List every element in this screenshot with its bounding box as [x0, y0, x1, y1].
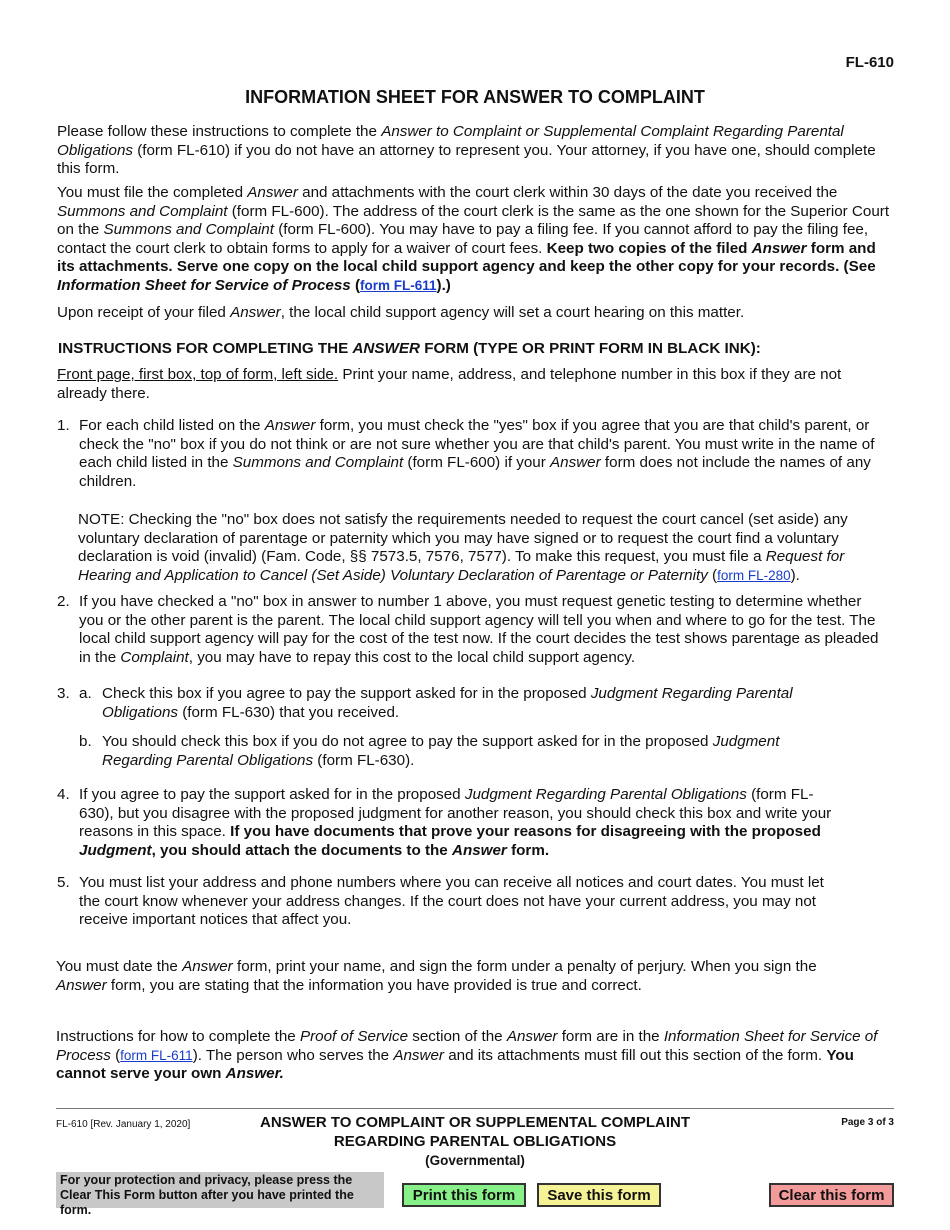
footer-title: ANSWER TO COMPLAINT OR SUPPLEMENTAL COMPLAINT REGARDING PARENTAL OBLIGATIONS: [260, 1114, 690, 1150]
form-fl-611-link[interactable]: form FL-611: [360, 277, 437, 293]
item-3a: a. Check this box if you agree to pay the support asked for in the proposed Judgment Regarding Parental Obligations (form FL-630) that you received.: [79, 685, 793, 721]
instruction-item-1: 1. For each child listed on the Answer form, you must check the "yes" box if you agree that you are that child's parent, or check the "no" box if you do not think or are not sure whether you are that child's parent. You must write in the name of each child listed in the Summons and Complaint (form FL-600) if your Answer form does not include the names of any children.: [79, 417, 891, 491]
form-number: FL-610: [845, 54, 894, 71]
page-title: INFORMATION SHEET FOR ANSWER TO COMPLAINT: [245, 87, 705, 107]
instructions-heading: INSTRUCTIONS FOR COMPLETING THE ANSWER FORM (TYPE OR PRINT FORM IN BLACK INK):: [58, 340, 761, 357]
footer-divider: [56, 1108, 894, 1109]
print-form-button[interactable]: Print this form: [402, 1183, 526, 1207]
page-number: Page 3 of 3: [841, 1117, 894, 1128]
item-3b: b. You should check this box if you do not agree to pay the support asked for in the proposed Judgment Regarding Parental Obligations (form FL-630).: [79, 733, 780, 769]
front-page-instruction: Front page, first box, top of form, left side. Print your name, address, and telephone number in this box if they are not already there.: [57, 366, 842, 402]
item-1-text: For each child listed on the Answer form, you must check the "yes" box if you agree that you are that child's parent, or check the "no" box if you do not think or are not sure whether you are that child's parent. You must write in the name of each child listed in the Summons and Complaint (form FL-600) if your Answer form does not include the names of any children.: [79, 417, 875, 490]
intro-paragraph-3: Upon receipt of your filed Answer, the local child support agency will set a court hearing on this matter.: [57, 304, 745, 321]
instruction-item-3: 3. a. Check this box if you agree to pay the support asked for in the proposed Judgment Regarding Parental Obligations (form FL-630) that you received. b. You should check this box if you do not agree to pay the support asked for in the proposed Judgment Regarding Parental Obligations (form FL-630).: [79, 685, 809, 770]
clear-form-button[interactable]: Clear this form: [769, 1183, 894, 1207]
form-fl-611-link-2[interactable]: form FL-611: [120, 1047, 193, 1063]
form-revision: FL-610 [Rev. January 1, 2020]: [56, 1119, 191, 1130]
footer-subtitle: (Governmental): [425, 1153, 525, 1168]
item-5-text: You must list your address and phone numbers where you can receive all notices and court dates. You must let the court know whenever your address changes. If the court does not have your current address, you may not receive important notices that affect you.: [79, 874, 824, 929]
privacy-notice: For your protection and privacy, please press the Clear This Form button after you have printed the form.: [56, 1172, 384, 1208]
intro-paragraph-2: You must file the completed Answer and attachments with the court clerk within 30 days of the date you received the Summons and Complaint (form FL-600). The address of the court clerk is the same as the one shown for the Superior Court on the Summons and Complaint (form FL-600). You may have to pay a filing fee. If you cannot afford to pay the filing fee, contact the court clerk to obtain forms to apply for a waiver of court fees. Keep two copies of the filed Answer form and its attachments. Serve one copy on the local child support agency and keep the other copy for your records. (See Information Sheet for Service of Process (form FL-611).): [57, 184, 890, 294]
form-fl-280-link[interactable]: form FL-280: [717, 567, 791, 583]
item-2-text: If you have checked a "no" box in answer to number 1 above, you must request genetic testing to determine whether you or the other parent is the parent. The local child support agency will tell you when and where to go for the test. The local child support agency will pay for the cost of the test now. If the court decides the test shows parentage as pleaded in the Complaint, you may have to repay this cost to the local child support agency.: [79, 593, 879, 666]
closing-paragraph-1: You must date the Answer form, print your name, and sign the form under a penalty of perjury. When you sign the Answer form, you are stating that the information you have provided is true and correct.: [56, 958, 817, 994]
intro-paragraph-1: Please follow these instructions to complete the Answer to Complaint or Supplemental Complaint Regarding Parental Obligations (form FL-610) if you do not have an attorney to represent you. Your attorney, if you have one, should complete this form.: [57, 123, 876, 178]
item-1-note: NOTE: Checking the "no" box does not satisfy the requirements needed to request the court cancel (set aside) any voluntary declaration of parentage or paternity which you may have signed or to request the court find a voluntary declaration is void (invalid) (Fam. Code, §§ 7573.5, 7576, 7577). To make this request, you must file a Request for Hearing and Application to Cancel (Set Aside) Voluntary Declaration of Parentage or Paternity (form FL-280).: [78, 511, 848, 584]
save-form-button[interactable]: Save this form: [537, 1183, 661, 1207]
instruction-item-5: 5. You must list your address and phone numbers where you can receive all notices and court dates. You must let the court know whenever your address changes. If the court does not have your current address, you may not receive important notices that affect you.: [79, 874, 834, 930]
instruction-item-2: 2. If you have checked a "no" box in answer to number 1 above, you must request genetic testing to determine whether you or the other parent is the parent. The local child support agency will tell you when and where to go for the test. The local child support agency will pay for the cost of the test now. If the court decides the test shows parentage as pleaded in the Complaint, you may have to repay this cost to the local child support agency.: [79, 593, 884, 667]
instruction-item-4: 4. If you agree to pay the support asked for in the proposed Judgment Regarding Parental Obligations (form FL-630), but you disagree with the proposed judgment for another reason, you should check this box and write your reasons in this space. If you have documents that prove your reasons for disagreeing with the proposed Judgment, you should attach the documents to the Answer form.: [79, 786, 844, 860]
item-4-text: If you agree to pay the support asked for in the proposed Judgment Regarding Parental Obligations (form FL-630), but you disagree with the proposed judgment for another reason, you should check this box and write your reasons in this space. If you have documents that prove your reasons for disagreeing with the proposed Judgment, you should attach the documents to the Answer form.: [79, 786, 832, 859]
closing-paragraph-2: Instructions for how to complete the Proof of Service section of the Answer form are in the Information Sheet for Service of Process (form FL-611). The person who serves the Answer and its attachments must fill out this section of the form. You cannot serve your own Answer.: [56, 1028, 878, 1083]
